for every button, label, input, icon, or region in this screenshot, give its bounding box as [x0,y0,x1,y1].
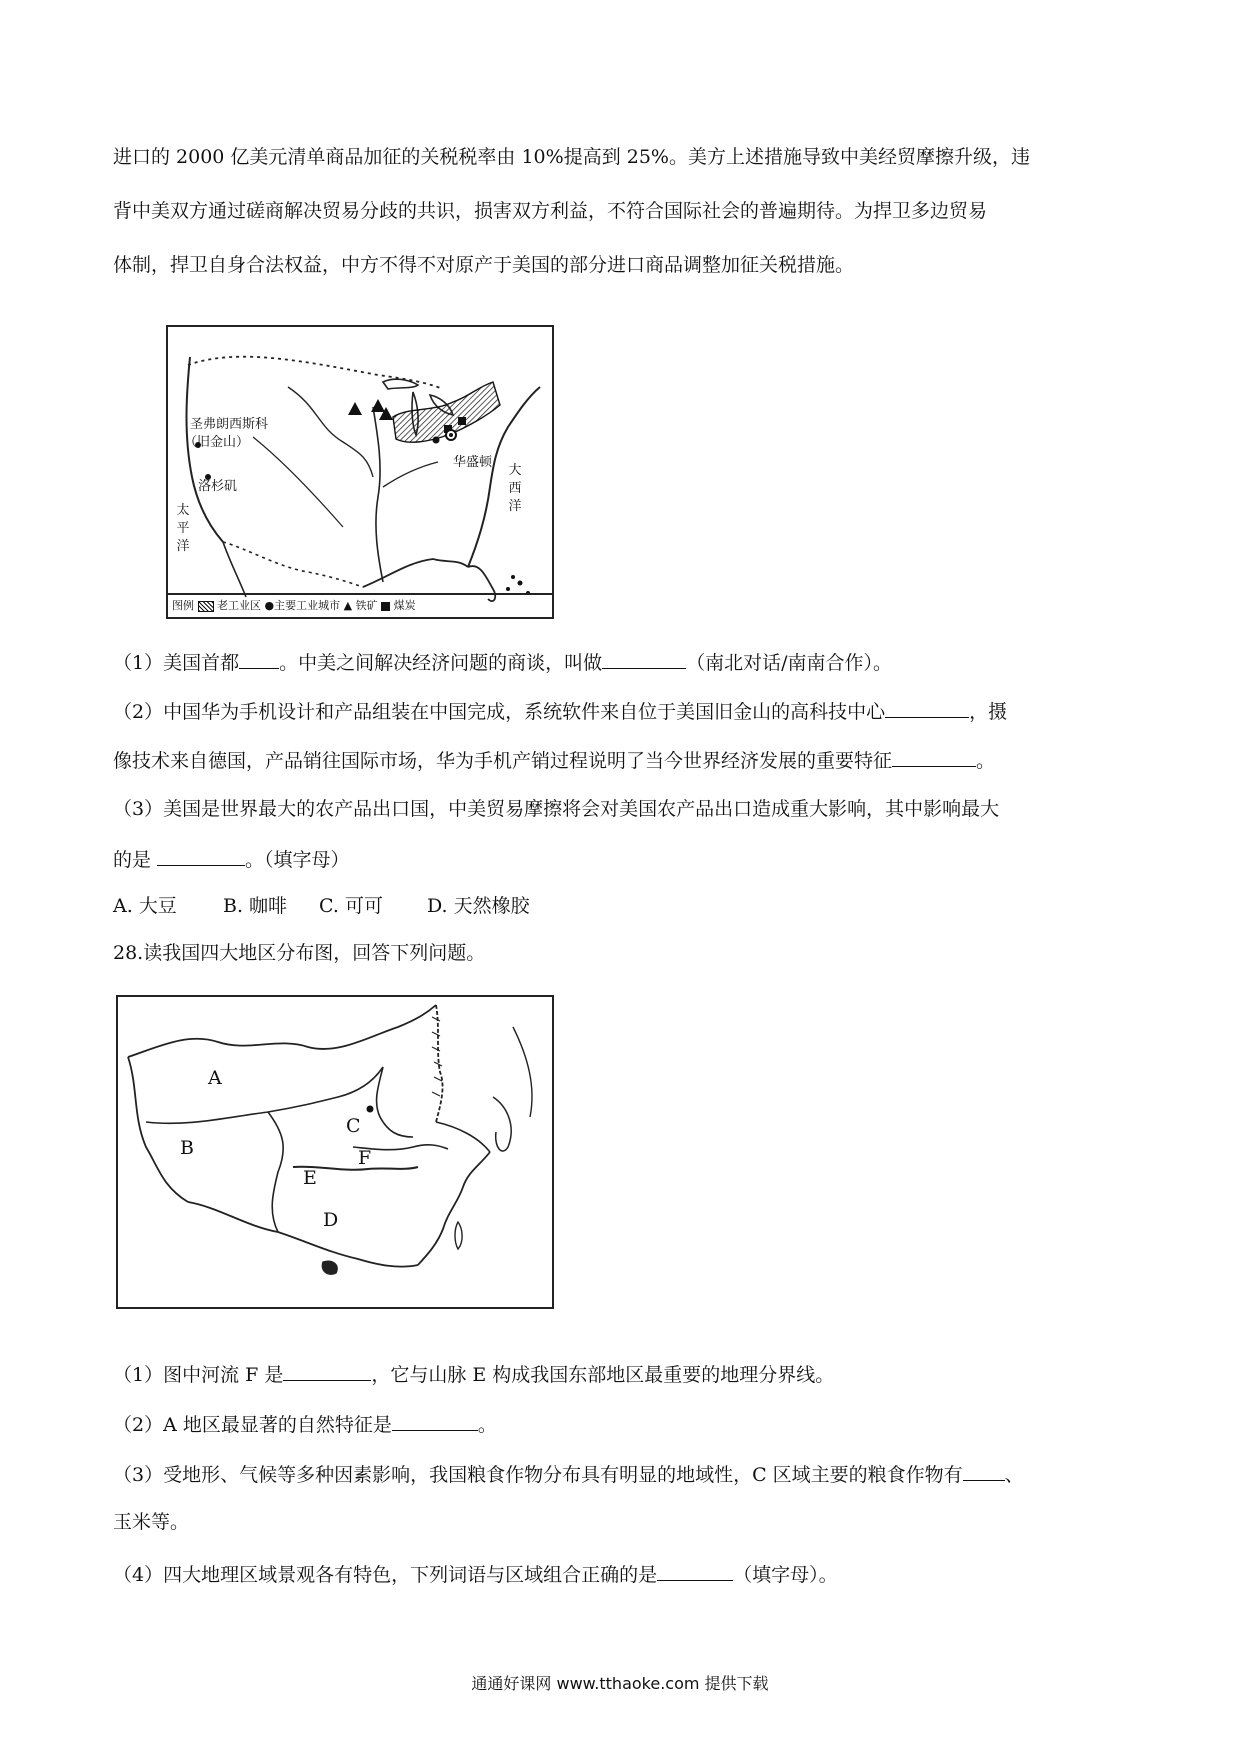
q28-item-2 [113,1410,497,1438]
region-f-label: F [358,1147,372,1169]
page-footer: 通通好课网 www.tthaoke.com 提供下载 [471,1674,769,1693]
q28-2-b: 。 [477,1414,497,1436]
region-d-label: D [323,1209,339,1231]
answer-blank[interactable] [239,648,279,669]
q28-3-b: 、 [1004,1464,1024,1486]
coal-square-icon [381,602,390,611]
q27-3-c: 。（填字母） [245,849,350,871]
answer-blank[interactable] [392,1410,478,1431]
hatch-swatch-icon [198,601,214,612]
legend-iron: ▲ 铁矿 [343,599,378,612]
paragraph-line-2: 背中美双方通过磋商解决贸易分歧的共识，损害双方利益，不符合国际社会的普遍期待。为捍卫多边贸易 [113,200,988,222]
q27-1-a: （1）美国首都 [113,652,240,674]
q28-item-3-line-1 [113,1460,1024,1488]
q28-item-3-line-2: 玉米等。 [113,1511,190,1533]
q27-item-3-line-1: （3）美国是世界最大的农产品出口国，中美贸易摩擦将会对美国农产品出口造成重大影响，其中影响最大 [113,798,1000,820]
q27-2-b: ，摄 [969,701,1008,723]
usa-map-drawing [168,327,552,617]
label-san-francisco-alt: （旧金山） [184,435,250,450]
legend-old-industry: 老工业区 [217,599,261,612]
label-pacific [176,502,190,556]
q28-1-a: （1）图中河流 F 是 [113,1364,284,1386]
option-c: C. 可可 [319,895,383,917]
label-san-francisco: 圣弗朗西斯科 [190,417,269,432]
q27-2-c: 像技术来自德国，产品销往国际市场，华为手机产销过程说明了当今世界经济发展的重要特征 [113,750,893,772]
option-b: B. 咖啡 [223,895,288,917]
q27-item-2-line-1 [113,697,1007,725]
q27-item-1 [113,648,892,676]
q27-options [113,893,530,919]
q27-3-b: 的是 [113,849,158,871]
paragraph-line-3: 体制，捍卫自身合法权益，中方不得不对原产于美国的部分进口商品调整加征关税措施。 [113,254,855,276]
region-e-label: E [303,1167,317,1189]
q27-1-c: （南北对话/南南合作）。 [686,652,893,674]
pacific-text: 太平洋 [176,503,190,554]
q27-1-b: 。中美之间解决经济问题的商谈，叫做 [279,652,603,674]
q27-2-a: （2）中国华为手机设计和产品组装在中国完成，系统软件来自位于美国旧金山的高科技中心 [113,701,886,723]
usa-map-legend [168,593,552,617]
region-a-label: A [208,1067,222,1089]
q28-4-a: （4）四大地理区域景观各有特色，下列词语与区域组合正确的是 [113,1564,658,1586]
answer-blank[interactable] [283,1360,371,1381]
region-b-label: B [180,1137,194,1159]
q28-3-a: （3）受地形、气候等多种因素影响，我国粮食作物分布具有明显的地域性，C 区域主要的粮食作物有 [113,1464,963,1486]
answer-blank[interactable] [657,1560,733,1581]
q28-2-a: （2）A 地区最显著的自然特征是 [113,1414,392,1436]
legend-city: ●主要工业城市 [264,599,341,612]
label-atlantic [508,462,522,516]
usa-industry-map [166,325,554,619]
answer-blank[interactable] [602,648,686,669]
q28-item-4 [113,1560,838,1588]
q27-item-3-line-2 [113,845,350,873]
q27-2-d: 。 [976,750,996,772]
label-washington: 华盛顿 [453,455,493,470]
q28-1-b: ，它与山脉 E 构成我国东部地区最重要的地理分界线。 [371,1364,835,1386]
legend-coal: 煤炭 [393,599,416,612]
q28-title: 28.读我国四大地区分布图，回答下列问题。 [113,942,486,964]
option-d: D. 天然橡胶 [427,895,530,917]
option-a: A. 大豆 [113,895,177,917]
answer-blank[interactable] [892,746,976,767]
q28-item-1 [113,1360,834,1388]
q27-item-2-line-2 [113,746,995,774]
answer-blank[interactable] [885,697,969,718]
atlantic-text: 大西洋 [508,463,522,514]
paragraph-line-1: 进口的 2000 亿美元清单商品加征的关税税率由 10%提高到 25%。美方上述措施导致中美经贸摩擦升级，违 [113,146,1030,168]
answer-blank[interactable] [157,845,245,866]
region-c-label: C [346,1115,361,1137]
q28-4-b: （填字母）。 [733,1564,838,1586]
answer-blank[interactable] [963,1460,1005,1481]
label-los-angeles: 洛杉矶 [198,479,238,494]
legend-title: 图例 [172,599,194,612]
china-regions-map [116,995,554,1309]
